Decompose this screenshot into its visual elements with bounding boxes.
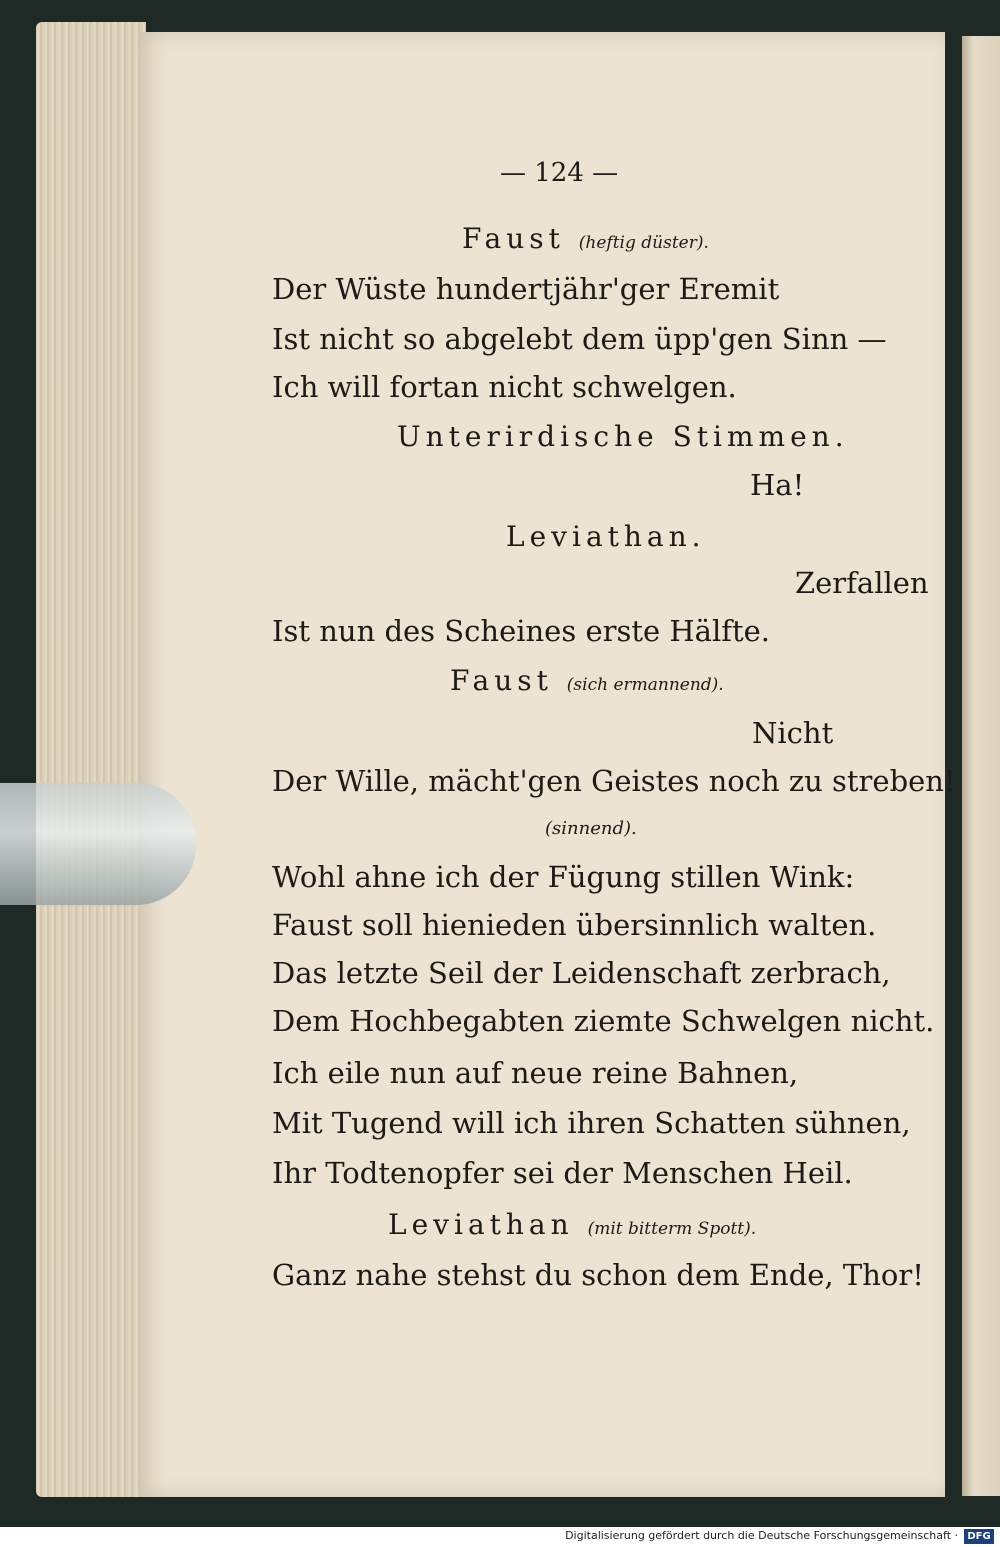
verse-line: Zerfallen	[795, 566, 929, 600]
speaker-line	[388, 1208, 756, 1241]
bookmark-tab	[0, 783, 196, 905]
stage-direction: (mit bitterm Spott).	[587, 1219, 757, 1239]
stage-direction: (sich ermannend).	[566, 675, 724, 695]
adjacent-page	[962, 36, 1000, 1496]
verse-line: Der Wüste hundertjähr'ger Eremit	[272, 272, 780, 306]
stage-direction: (sinnend).	[545, 818, 637, 839]
verse-line: Ich will fortan nicht schwelgen.	[272, 370, 737, 404]
dfg-logo: DFG	[964, 1529, 994, 1544]
page-number: — 124 —	[500, 158, 619, 188]
verse-line: Ist nicht so abgelebt dem üpp'gen Sinn —	[272, 322, 887, 356]
verse-line: Ha!	[750, 468, 805, 502]
verse-line: Nicht	[752, 716, 834, 750]
verse-line: Das letzte Seil der Leidenschaft zerbrach,	[272, 956, 891, 990]
speaker-name: Faust	[450, 664, 553, 697]
speaker-line: Leviathan.	[506, 520, 706, 553]
verse-line: Ihr Todtenopfer sei der Menschen Heil.	[272, 1156, 853, 1190]
verse-line: Ganz nahe stehst du schon dem Ende, Thor!	[272, 1258, 924, 1292]
speaker-line	[462, 222, 709, 255]
verse-line: Ist nun des Scheines erste Hälfte.	[272, 614, 771, 648]
speaker-line: Unterirdische Stimmen.	[397, 420, 849, 453]
verse-line: Ich eile nun auf neue reine Bahnen,	[272, 1056, 799, 1090]
footer-credit: Digitalisierung gefördert durch die Deutsche Forschungsgemeinschaft ·	[565, 1529, 958, 1542]
verse-line: Dem Hochbegabten ziemte Schwelgen nicht.	[272, 1004, 935, 1038]
speaker-name: Faust	[462, 222, 565, 255]
speaker-line	[450, 664, 724, 697]
footer-bar	[0, 1527, 1000, 1547]
speaker-name: Leviathan	[388, 1208, 574, 1241]
verse-line: Mit Tugend will ich ihren Schatten sühnen,	[272, 1106, 911, 1140]
verse-line: Wohl ahne ich der Fügung stillen Wink:	[272, 860, 855, 894]
stage-direction: (heftig düster).	[578, 233, 709, 253]
verse-line: Faust soll hienieden übersinnlich walten.	[272, 908, 877, 942]
book-page-edges	[36, 22, 146, 1497]
verse-line: Der Wille, mächt'gen Geistes noch zu streben!	[272, 764, 956, 798]
